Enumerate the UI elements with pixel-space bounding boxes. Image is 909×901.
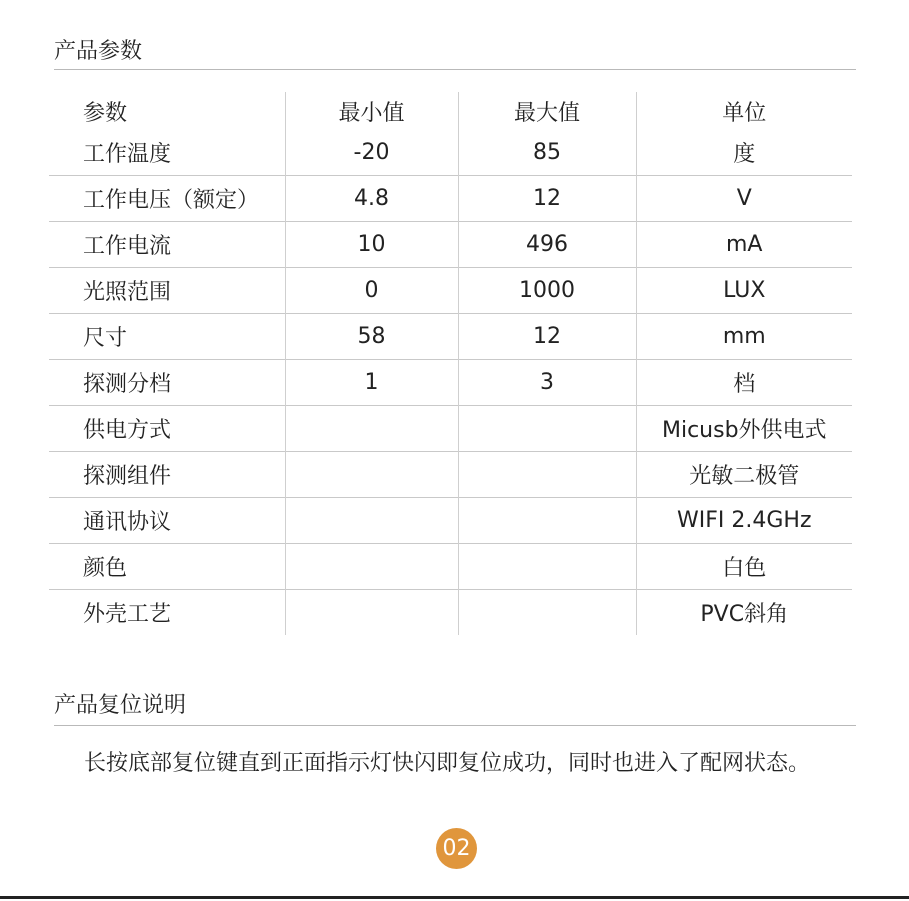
- param-unit: PVC斜角: [636, 590, 852, 636]
- param-min: [285, 498, 458, 544]
- table-header-row: [49, 92, 852, 130]
- reset-instructions: 长按底部复位键直到正面指示灯快闪即复位成功，同时也进入了配网状态。: [84, 751, 811, 776]
- page-number-badge: 02: [436, 828, 477, 869]
- param-min: 4.8: [285, 176, 458, 222]
- table-row: [49, 590, 852, 636]
- table-row: [49, 268, 852, 314]
- header-parameter: 参数: [83, 100, 128, 126]
- table-row: [49, 498, 852, 544]
- param-max: [458, 544, 636, 590]
- param-min: [285, 452, 458, 498]
- table-row: [49, 222, 852, 268]
- param-name: 工作温度: [83, 142, 172, 167]
- param-min: [285, 406, 458, 452]
- param-min: 0: [285, 268, 458, 314]
- param-unit: mm: [636, 314, 852, 360]
- param-max: 3: [458, 360, 636, 406]
- param-max: 496: [458, 222, 636, 268]
- param-min: [285, 544, 458, 590]
- section-divider: [54, 69, 856, 70]
- param-max: [458, 452, 636, 498]
- param-unit: LUX: [636, 268, 852, 314]
- param-name: 通讯协议: [49, 498, 285, 544]
- param-max: 1000: [458, 268, 636, 314]
- param-unit: V: [636, 176, 852, 222]
- param-min: 58: [285, 314, 458, 360]
- param-unit: Micusb外供电式: [636, 406, 852, 452]
- param-unit: 白色: [636, 544, 852, 590]
- param-name: 尺寸: [49, 314, 285, 360]
- header-min: 最小值: [285, 92, 458, 130]
- param-name: 探测分档: [49, 360, 285, 406]
- header-max: 最大值: [458, 92, 636, 130]
- param-name: 工作电压（额定）: [49, 176, 285, 222]
- param-name: 工作电流: [49, 222, 285, 268]
- param-unit: 度: [636, 130, 852, 176]
- section-divider: [54, 725, 856, 726]
- table-row: [49, 130, 852, 176]
- param-max: [458, 406, 636, 452]
- param-min: [285, 590, 458, 636]
- param-unit: 档: [636, 360, 852, 406]
- param-unit: WIFI 2.4GHz: [636, 498, 852, 544]
- param-name: 光照范围: [49, 268, 285, 314]
- param-min: -20: [285, 130, 458, 176]
- param-max: 85: [458, 130, 636, 176]
- param-max: [458, 498, 636, 544]
- param-min: 10: [285, 222, 458, 268]
- param-max: [458, 590, 636, 636]
- header-unit: 单位: [636, 92, 852, 130]
- table-row: [49, 452, 852, 498]
- parameters-table: [49, 92, 852, 635]
- table-row: [49, 360, 852, 406]
- param-unit: 光敏二极管: [636, 452, 852, 498]
- param-max: 12: [458, 176, 636, 222]
- table-row: [49, 544, 852, 590]
- table-row: [49, 176, 852, 222]
- param-name: 探测组件: [49, 452, 285, 498]
- param-name: 外壳工艺: [49, 590, 285, 636]
- section-title-reset: 产品复位说明: [54, 693, 187, 718]
- section-title-parameters: 产品参数: [54, 39, 143, 64]
- param-name: 颜色: [49, 544, 285, 590]
- param-unit: mA: [636, 222, 852, 268]
- param-max: 12: [458, 314, 636, 360]
- param-min: 1: [285, 360, 458, 406]
- table-row: [49, 406, 852, 452]
- table-row: [49, 314, 852, 360]
- bottom-border: [0, 896, 909, 899]
- param-name: 供电方式: [49, 406, 285, 452]
